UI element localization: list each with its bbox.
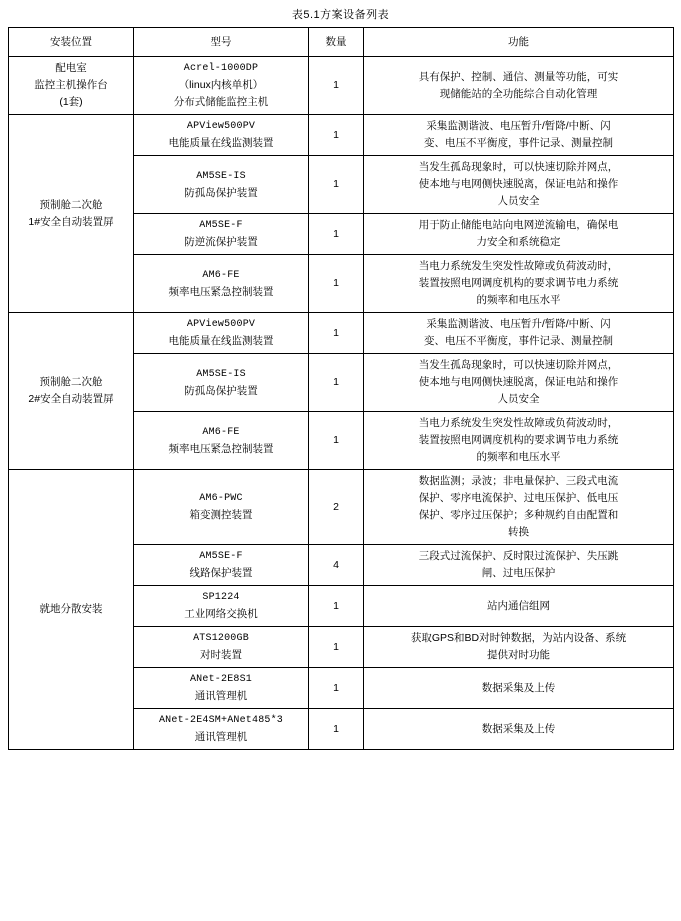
function-line: 保护、零序过压保护；多种规约自由配置和 <box>418 509 619 521</box>
function-line: 现储能站的全功能综合自动化管理 <box>439 87 598 100</box>
function-line: 具有保护、控制、通信、测量等功能，可实 <box>418 70 619 83</box>
function-line: 装置按照电网调度机构的要求调节电力系统 <box>418 277 619 289</box>
location-line: 就地分散安装 <box>39 603 103 615</box>
cell-function <box>364 709 674 750</box>
model-description: 频率电压紧急控制装置 <box>168 285 274 298</box>
function-line: 变、电压不平衡度，事件记录、测量控制 <box>424 335 613 347</box>
column-header-function: 功能 <box>364 28 674 57</box>
model-description: 通讯管理机 <box>194 731 248 743</box>
cell-quantity: 1 <box>309 627 364 668</box>
function-line: 数据采集及上传 <box>481 722 556 735</box>
function-line: 的频率和电压水平 <box>476 451 561 463</box>
cell-function <box>364 214 674 255</box>
function-line: 使本地与电网侧快速脱离，保证电站和操作 <box>418 376 619 388</box>
cell-model <box>134 115 309 156</box>
cell-install-location <box>9 115 134 313</box>
function-line: 当发生孤岛现象时，可以快速切除并网点， <box>418 161 619 173</box>
cell-model <box>134 313 309 354</box>
location-line: (1套) <box>59 96 83 108</box>
cell-function <box>364 627 674 668</box>
model-code: APView500PV <box>186 319 256 330</box>
function-line: 当电力系统发生突发性故障或负荷波动时， <box>418 417 619 429</box>
model-description: 电能质量在线监测装置 <box>168 335 274 347</box>
cell-model <box>134 255 309 313</box>
cell-function <box>364 412 674 470</box>
cell-model <box>134 354 309 412</box>
model-code: AM5SE-IS <box>196 368 246 380</box>
cell-quantity: 1 <box>309 214 364 255</box>
model-code: ANet-2E4SM+ANet485*3 <box>158 715 284 726</box>
model-code: ANet-2E8S1 <box>189 674 252 685</box>
location-line: 配电室 <box>55 62 87 74</box>
cell-model <box>134 57 309 115</box>
function-line: 数据采集及上传 <box>481 681 556 694</box>
model-description: 工业网络交换机 <box>184 608 258 620</box>
cell-quantity: 1 <box>309 57 364 115</box>
cell-quantity: 1 <box>309 586 364 627</box>
column-header-quantity: 数量 <box>309 28 364 57</box>
model-description: （linux内核单机） <box>178 79 264 91</box>
model-code: ATS1200GB <box>193 633 249 644</box>
cell-model <box>134 709 309 750</box>
function-line: 当电力系统发生突发性故障或负荷波动时， <box>418 260 619 272</box>
cell-quantity: 1 <box>309 255 364 313</box>
column-header-location: 安装位置 <box>9 28 134 57</box>
model-description: 通讯管理机 <box>194 690 248 702</box>
function-line: 闸、过电压保护 <box>481 567 556 579</box>
model-code: AM6-FE <box>202 269 240 281</box>
cell-quantity: 1 <box>309 156 364 214</box>
cell-quantity: 1 <box>309 412 364 470</box>
function-line: 当发生孤岛现象时，可以快速切除并网点， <box>418 359 619 371</box>
cell-model <box>134 412 309 470</box>
table-body <box>9 57 674 750</box>
model-description: 防逆流保护装置 <box>184 236 258 248</box>
function-line: 人员安全 <box>497 393 540 405</box>
cell-function <box>364 354 674 412</box>
cell-quantity: 1 <box>309 668 364 709</box>
model-code: Acrel-1000DP <box>183 63 259 74</box>
cell-quantity: 1 <box>309 313 364 354</box>
cell-function <box>364 156 674 214</box>
cell-function <box>364 668 674 709</box>
function-line: 三段式过流保护、反时限过流保护、失压跳 <box>418 550 619 562</box>
table-row <box>9 57 674 115</box>
function-line: 装置按照电网调度机构的要求调节电力系统 <box>418 434 619 446</box>
cell-quantity: 1 <box>309 354 364 412</box>
table-row <box>9 313 674 354</box>
cell-quantity: 4 <box>309 545 364 586</box>
function-line: 力安全和系统稳定 <box>476 236 561 248</box>
cell-function <box>364 586 674 627</box>
cell-install-location <box>9 470 134 750</box>
function-line: 提供对时功能 <box>487 649 550 661</box>
function-line: 用于防止储能电站向电网逆流输电，确保电 <box>418 219 619 231</box>
cell-function <box>364 57 674 115</box>
model-description: 分布式储能监控主机 <box>173 96 269 108</box>
model-code: AM6-PWC <box>199 493 243 504</box>
cell-model <box>134 470 309 545</box>
page-title: 表5.1方案设备列表 <box>291 9 390 21</box>
cell-model <box>134 668 309 709</box>
cell-install-location <box>9 57 134 115</box>
location-line: 预制舱二次舱 <box>39 198 103 211</box>
function-line: 采集监测谐波、电压暂升/暂降/中断、闪 <box>426 318 611 330</box>
model-description: 对时装置 <box>200 649 242 661</box>
function-line: 转换 <box>508 526 529 538</box>
model-description: 防孤岛保护装置 <box>184 384 258 397</box>
model-description: 电能质量在线监测装置 <box>168 137 274 149</box>
function-line: 采集监测谐波、电压暂升/暂降/中断、闪 <box>426 120 611 132</box>
cell-function <box>364 115 674 156</box>
cell-model <box>134 627 309 668</box>
cell-function <box>364 470 674 545</box>
model-code: APView500PV <box>186 121 256 132</box>
function-line: 变、电压不平衡度，事件记录、测量控制 <box>424 137 613 149</box>
model-description: 频率电压紧急控制装置 <box>168 442 274 455</box>
cell-install-location <box>9 313 134 470</box>
model-description: 线路保护装置 <box>189 567 253 579</box>
function-line: 数据监测；录波；非电量保护、三段式电流 <box>418 475 619 487</box>
cell-model <box>134 586 309 627</box>
table-row <box>9 115 674 156</box>
column-header-model: 型号 <box>134 28 309 57</box>
table-header-row <box>9 28 674 57</box>
model-code: AM5SE-F <box>199 220 243 231</box>
model-code: AM6-FE <box>202 426 240 438</box>
function-line: 使本地与电网侧快速脱离，保证电站和操作 <box>418 178 619 190</box>
model-description: 箱变测控装置 <box>189 509 253 521</box>
location-line: 1#安全自动装置屏 <box>28 215 114 228</box>
function-line: 获取GPS和BD对时钟数据，为站内设备、系统 <box>410 632 627 644</box>
function-line: 保护、零序电流保护、过电压保护、低电压 <box>418 492 619 504</box>
table-header <box>9 28 674 57</box>
location-line: 2#安全自动装置屏 <box>28 393 114 405</box>
model-description: 防孤岛保护装置 <box>184 186 258 199</box>
function-line: 站内通信组网 <box>487 599 550 612</box>
model-code: SP1224 <box>202 592 240 603</box>
cell-model <box>134 545 309 586</box>
cell-quantity: 1 <box>309 115 364 156</box>
function-line: 的频率和电压水平 <box>476 294 561 306</box>
location-line: 预制舱二次舱 <box>39 376 103 388</box>
cell-function <box>364 313 674 354</box>
table-row <box>9 470 674 545</box>
model-code: AM5SE-IS <box>196 170 246 182</box>
function-line: 人员安全 <box>497 195 540 207</box>
cell-quantity: 2 <box>309 470 364 545</box>
location-line: 监控主机操作台 <box>34 79 108 91</box>
cell-model <box>134 214 309 255</box>
model-code: AM5SE-F <box>199 551 243 562</box>
cell-function <box>364 255 674 313</box>
cell-function <box>364 545 674 586</box>
cell-model <box>134 156 309 214</box>
cell-quantity: 1 <box>309 709 364 750</box>
device-list-table <box>8 27 674 750</box>
